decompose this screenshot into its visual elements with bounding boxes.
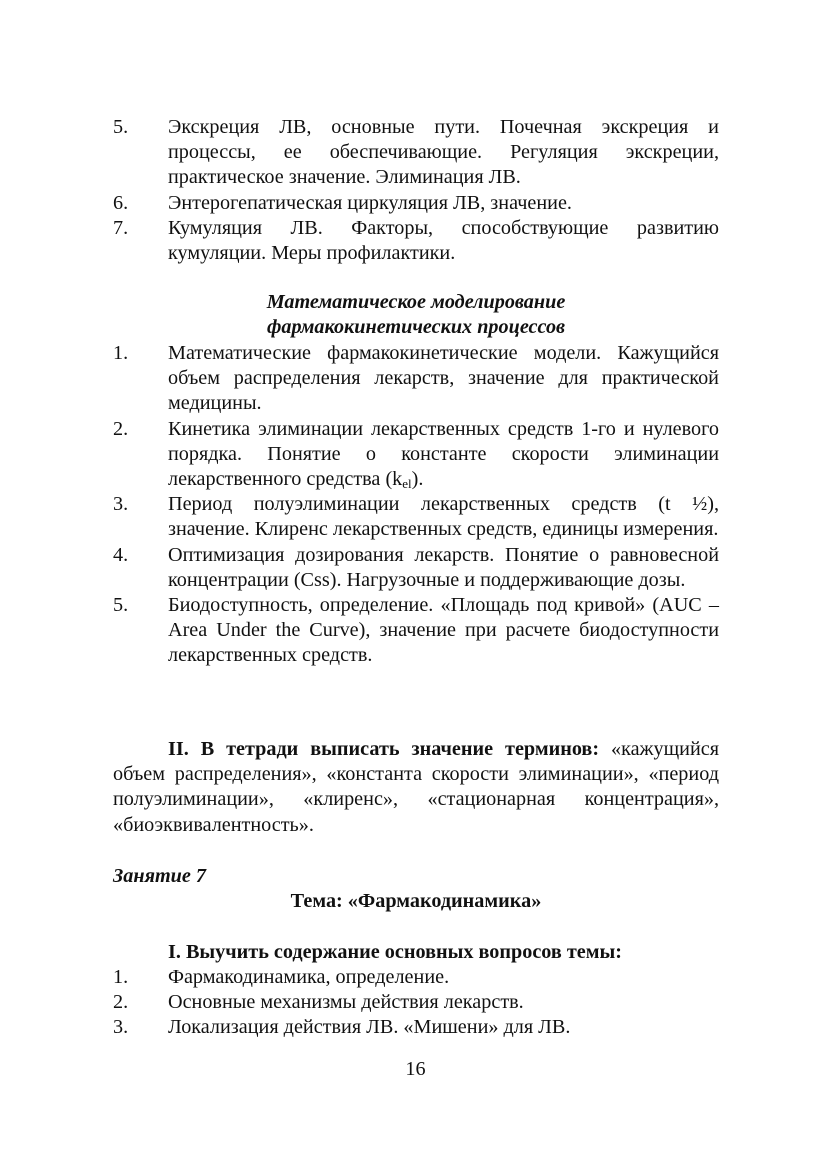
list-item xyxy=(113,191,719,216)
list-item xyxy=(113,543,719,593)
item-number: 3. xyxy=(113,493,129,516)
subscript-el: el xyxy=(402,476,412,492)
item-text: Кинетика элиминации лекарственных средств 1-го и нулевого порядка. Понятие о константе скорости элиминации лекарственного средства (k xyxy=(168,417,719,491)
list-item xyxy=(113,593,719,669)
section-heading xyxy=(113,290,719,340)
item-number: 7. xyxy=(113,216,129,239)
topic-title: Тема: «Фармакодинамика» xyxy=(290,890,542,912)
section-heading-line-2: фармакокинетических процессов xyxy=(266,316,566,339)
list-item xyxy=(113,417,719,493)
lesson-label: Занятие 7 xyxy=(113,865,207,887)
item-text: Математические фармакокинетические модели. Кажущийся объем распределения лекарств, значение для практической медицины. xyxy=(168,342,719,415)
section-heading-line-1: Математическое моделирование xyxy=(266,291,566,313)
list-item xyxy=(113,492,719,542)
item-text: Фармакодинамика, определение. xyxy=(168,966,450,988)
item-number: 1. xyxy=(113,342,129,364)
item-text: Локализация действия ЛВ. «Мишени» для ЛВ. xyxy=(168,1016,571,1039)
item-number: 2. xyxy=(113,991,129,1014)
item-number: 1. xyxy=(113,966,129,988)
list-item xyxy=(113,216,719,266)
list-item xyxy=(113,965,719,990)
item-number: 3. xyxy=(113,1016,129,1039)
item-text: Энтерогепатическая циркуляция ЛВ, значение. xyxy=(168,191,572,214)
question-list-pharmacokinetics xyxy=(113,115,719,266)
item-text-end: ). xyxy=(411,468,424,491)
item-text: Период полуэлиминации лекарственных средств (t ½), значение. Клиренс лекарственных средств, единицы измерения. xyxy=(168,493,719,541)
list-item xyxy=(113,115,719,191)
item-number: 4. xyxy=(113,543,129,566)
study-task-heading: I. Выучить содержание основных вопросов темы: xyxy=(168,941,622,963)
item-number: 5. xyxy=(113,116,129,138)
terms-task-title: II. В тетради выписать значение терминов: xyxy=(168,738,600,760)
item-number: 6. xyxy=(113,191,129,214)
list-item xyxy=(113,341,719,417)
question-list-modeling xyxy=(113,341,719,669)
terms-task-text: «кажущийся объем распределения», «константа скорости элиминации», «период полуэлиминации», «клиренс», «стационарная концентрация», «биоэквивалентность». xyxy=(113,738,719,836)
item-number: 2. xyxy=(113,417,129,440)
page-number: 16 xyxy=(405,1058,426,1080)
item-text: Кумуляция ЛВ. Факторы, способствующие развитию кумуляции. Меры профилактики. xyxy=(168,216,719,265)
item-text: Экскреция ЛВ, основные пути. Почечная экскреция и процессы, ее обеспечивающие. Регуляция экскреции, практическое значение. Элиминация ЛВ. xyxy=(168,116,719,189)
list-item xyxy=(113,1015,719,1040)
item-text: Основные механизмы действия лекарств. xyxy=(168,991,524,1014)
item-text: Биодоступность, определение. «Площадь под кривой» (AUC – Area Under the Curve), значение при расчете биодоступности лекарственных средств. xyxy=(168,594,719,667)
list-item xyxy=(113,990,719,1015)
item-text: Оптимизация дозирования лекарств. Понятие о равновесной концентрации (Css). Нагрузочные и поддерживающие дозы. xyxy=(168,543,719,591)
question-list-pharmacodynamics xyxy=(113,965,719,1041)
item-number: 5. xyxy=(113,594,129,617)
terms-task-paragraph xyxy=(113,737,719,838)
